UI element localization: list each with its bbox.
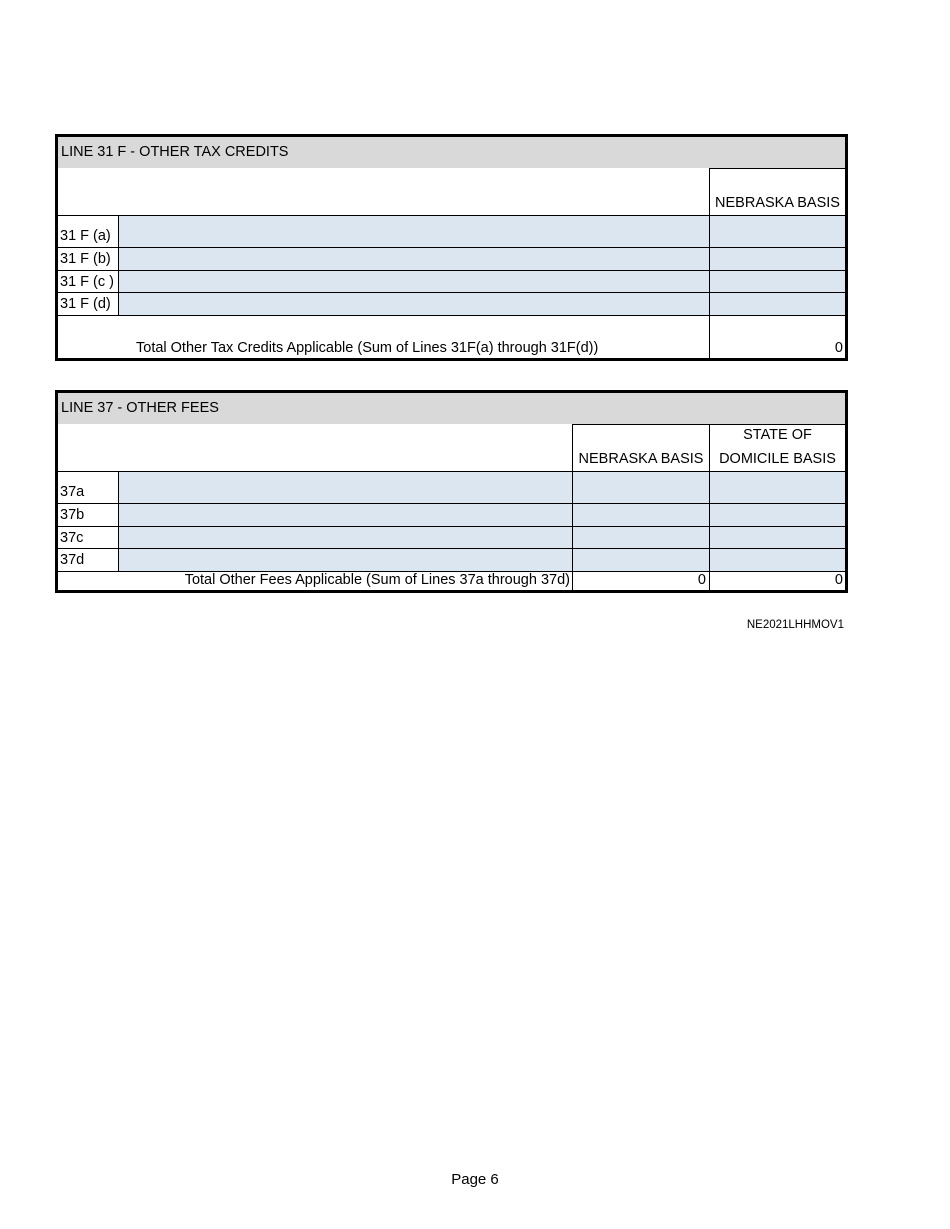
row-label-37d: 37d: [60, 552, 85, 568]
nebraska-basis-input-31fa[interactable]: [710, 216, 845, 247]
domicile-basis-input-37d[interactable]: [710, 549, 845, 571]
nebraska-basis-input-31fd[interactable]: [710, 293, 845, 315]
line-37-title: LINE 37 - OTHER FEES: [58, 393, 845, 424]
line-37-total-label: Total Other Fees Applicable (Sum of Lines 37a through 37d): [184, 572, 570, 588]
description-input-31fa[interactable]: [119, 216, 709, 247]
row-label-37c: 37c: [60, 530, 84, 546]
line-37-domicile-header-line1: STATE OF: [743, 427, 812, 443]
row-label-37a: 37a: [60, 484, 85, 500]
line-37-nebraska-basis-header: NEBRASKA BASIS: [578, 451, 704, 467]
line-31f-total-label: Total Other Tax Credits Applicable (Sum of Lines 31F(a) through 31F(d)): [136, 340, 599, 356]
nebraska-basis-input-31fb[interactable]: [710, 248, 845, 270]
nebraska-basis-input-37b[interactable]: [573, 504, 709, 526]
nebraska-basis-input-37c[interactable]: [573, 527, 709, 549]
domicile-basis-input-37c[interactable]: [710, 527, 845, 549]
description-input-31fb[interactable]: [119, 248, 709, 270]
row-label-31fa: 31 F (a): [60, 228, 111, 244]
description-input-37a[interactable]: [119, 472, 572, 503]
description-input-37b[interactable]: [119, 504, 572, 526]
line-37-total-nebraska: 0: [697, 572, 706, 588]
line-37-total-domicile: 0: [834, 572, 843, 588]
description-input-37d[interactable]: [119, 549, 572, 571]
line-37-domicile-header-line2: DOMICILE BASIS: [719, 451, 836, 467]
description-input-37c[interactable]: [119, 527, 572, 549]
form-code: NE2021LHHMOV1: [746, 619, 844, 631]
line-31f-table: [55, 134, 848, 361]
nebraska-basis-input-37a[interactable]: [573, 472, 709, 503]
line-37-table: [55, 390, 848, 593]
row-label-31fb: 31 F (b): [60, 251, 111, 267]
description-input-31fd[interactable]: [119, 293, 709, 315]
description-input-31fc[interactable]: [119, 271, 709, 293]
row-label-31fc: 31 F (c ): [60, 274, 114, 290]
row-label-31fd: 31 F (d): [60, 296, 111, 312]
page-number: Page 6: [451, 1171, 499, 1188]
nebraska-basis-input-31fc[interactable]: [710, 271, 845, 293]
domicile-basis-input-37a[interactable]: [710, 472, 845, 503]
domicile-basis-input-37b[interactable]: [710, 504, 845, 526]
line-31f-total-value: 0: [834, 340, 843, 356]
row-label-37b: 37b: [60, 507, 85, 523]
line-31f-title: LINE 31 F - OTHER TAX CREDITS: [58, 137, 845, 168]
nebraska-basis-input-37d[interactable]: [573, 549, 709, 571]
line-31f-nebraska-basis-header: NEBRASKA BASIS: [715, 195, 840, 211]
